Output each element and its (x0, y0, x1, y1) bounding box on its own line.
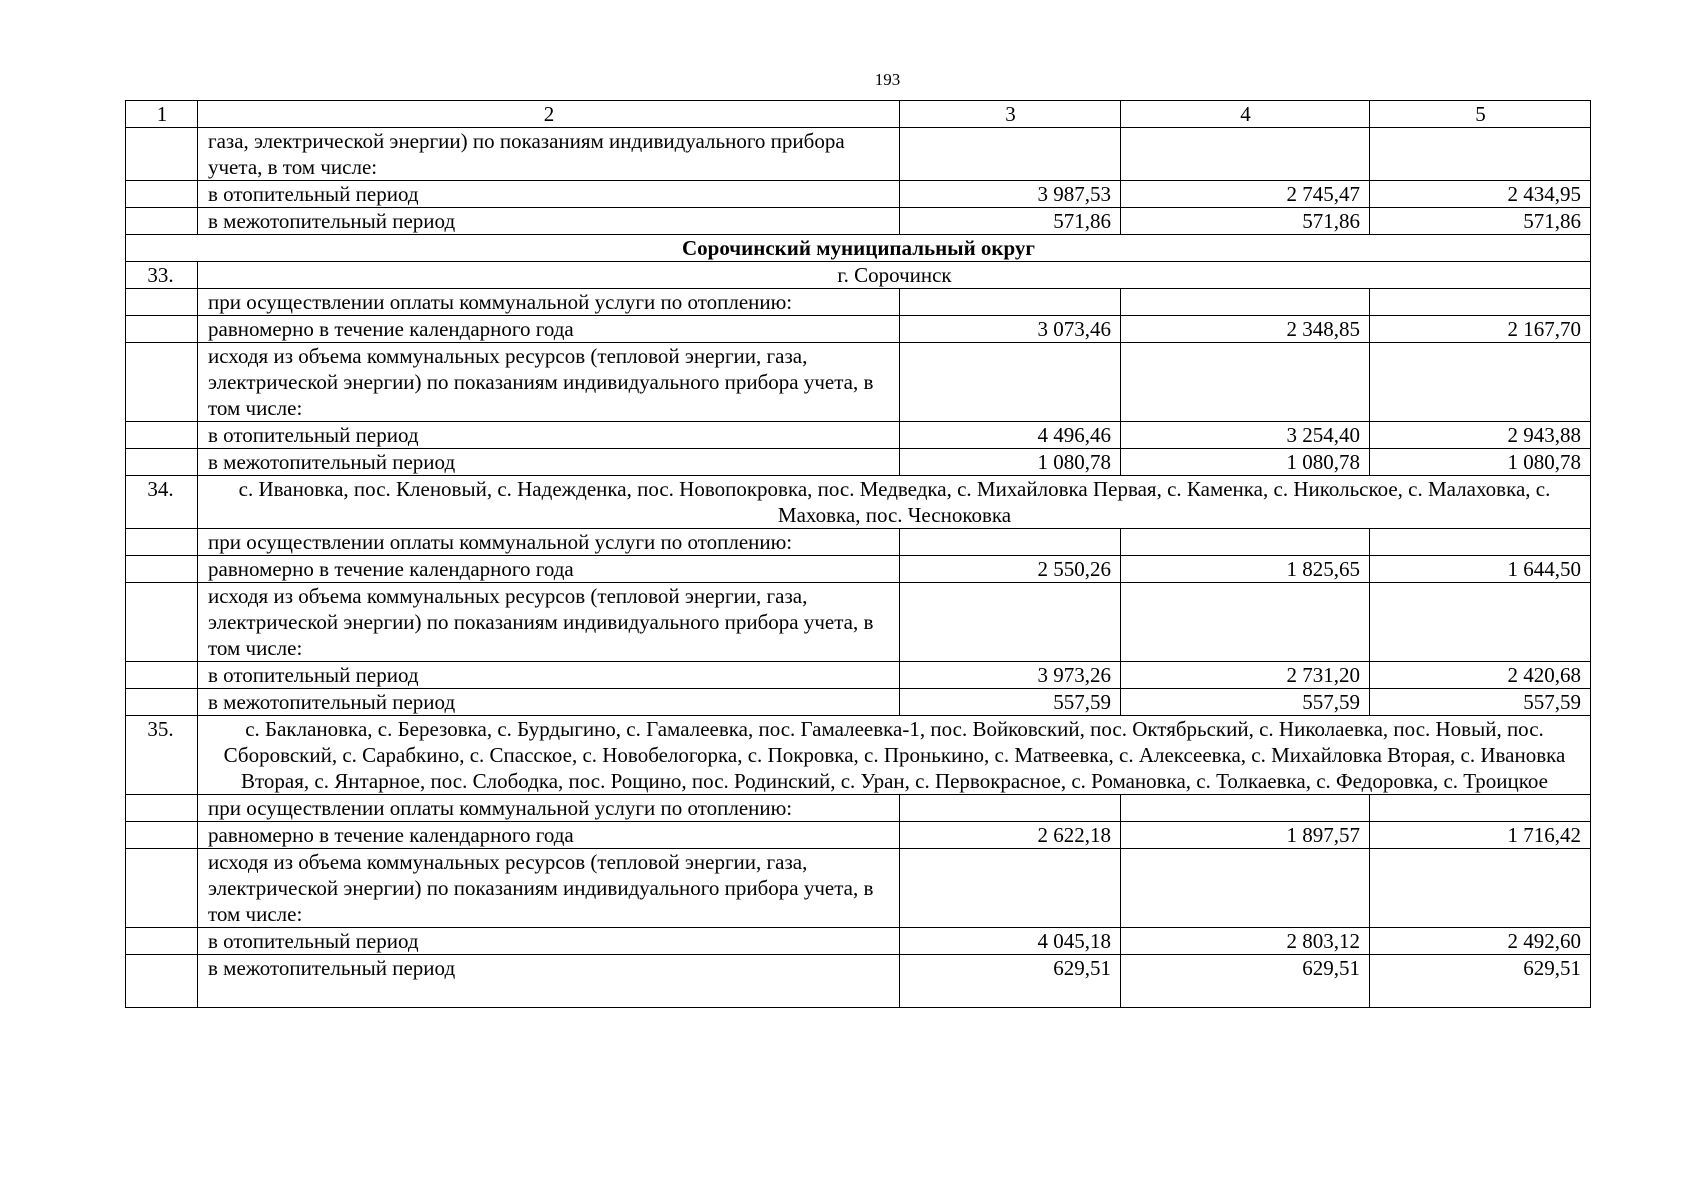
value-col-5: 571,86 (1370, 208, 1591, 235)
table-row (126, 208, 1591, 235)
value-col-5 (1370, 128, 1591, 181)
value-col-5 (1370, 583, 1591, 662)
row-number (126, 181, 198, 208)
value-col-4: 1 080,78 (1121, 449, 1370, 476)
section-row (126, 235, 1591, 262)
value-col-5: 557,59 (1370, 689, 1591, 716)
value-col-4: 3 254,40 (1121, 422, 1370, 449)
row-number (126, 289, 198, 316)
value-col-3: 557,59 (900, 689, 1121, 716)
row-number: 33. (126, 262, 198, 289)
row-label: в межотопительный период (198, 449, 900, 476)
table-row (126, 662, 1591, 689)
value-col-5 (1370, 343, 1591, 422)
value-col-4 (1121, 795, 1370, 822)
row-number (126, 128, 198, 181)
locality-row (126, 716, 1591, 795)
value-col-3 (900, 529, 1121, 556)
value-col-5 (1370, 795, 1591, 822)
value-col-4: 2 731,20 (1121, 662, 1370, 689)
row-label: равномерно в течение календарного года (198, 822, 900, 849)
value-col-5: 1 080,78 (1370, 449, 1591, 476)
value-col-4 (1121, 849, 1370, 928)
value-col-3: 1 080,78 (900, 449, 1121, 476)
row-label: исходя из объема коммунальных ресурсов (тепловой энергии, газа, электрической энергии) по показаниям индивидуального прибора учета, в том числе: (198, 583, 900, 662)
table-row (126, 181, 1591, 208)
table-row (126, 128, 1591, 181)
value-col-3 (900, 128, 1121, 181)
value-col-5: 629,51 (1370, 955, 1591, 1008)
value-col-4: 1 825,65 (1121, 556, 1370, 583)
row-label: при осуществлении оплаты коммунальной услуги по отоплению: (198, 289, 900, 316)
locality-name: с. Баклановка, с. Березовка, с. Бурдыгино, с. Гамалеевка, пос. Гамалеевка-1, пос. Войковский, пос. Октябрьский, с. Николаевка, пос. Новый, пос. Сборовский, с. Сарабкино, с. Спасское, с. Новобелогорка, с. Покровка, с. Пронькино, с. Матвеевка, с. Алексеевка, с. Михайловка Вторая, с. Ивановка Вторая, с. Янтарное, пос. Слободка, пос. Рощино, пос. Родинский, с. Уран, с. Первокрасное, с. Романовка, с. Толкаевка, с. Федоровка, с. Троицкое (198, 716, 1591, 795)
row-label: в отопительный период (198, 928, 900, 955)
row-label: равномерно в течение календарного года (198, 556, 900, 583)
value-col-4: 1 897,57 (1121, 822, 1370, 849)
row-label: в межотопительный период (198, 208, 900, 235)
table-row (126, 289, 1591, 316)
tariff-table (125, 100, 1591, 1008)
locality-name: г. Сорочинск (198, 262, 1591, 289)
column-header: 4 (1121, 101, 1370, 128)
value-col-3 (900, 583, 1121, 662)
section-title: Сорочинский муниципальный округ (126, 235, 1591, 262)
column-header: 5 (1370, 101, 1591, 128)
value-col-4 (1121, 529, 1370, 556)
value-col-4 (1121, 128, 1370, 181)
row-number (126, 928, 198, 955)
row-number (126, 795, 198, 822)
value-col-4: 557,59 (1121, 689, 1370, 716)
value-col-5 (1370, 289, 1591, 316)
value-col-5: 2 943,88 (1370, 422, 1591, 449)
value-col-3 (900, 795, 1121, 822)
column-header: 2 (198, 101, 900, 128)
value-col-3: 629,51 (900, 955, 1121, 1008)
table-row (126, 822, 1591, 849)
row-number: 35. (126, 716, 198, 795)
table-row (126, 795, 1591, 822)
table-row (126, 928, 1591, 955)
table-row (126, 529, 1591, 556)
value-col-4 (1121, 289, 1370, 316)
table-row (126, 689, 1591, 716)
row-number (126, 449, 198, 476)
value-col-3 (900, 343, 1121, 422)
row-label: исходя из объема коммунальных ресурсов (тепловой энергии, газа, электрической энергии) по показаниям индивидуального прибора учета, в том числе: (198, 343, 900, 422)
row-label: в межотопительный период (198, 689, 900, 716)
row-number (126, 662, 198, 689)
row-number (126, 955, 198, 1008)
locality-row (126, 262, 1591, 289)
value-col-5: 1 716,42 (1370, 822, 1591, 849)
value-col-3: 2 622,18 (900, 822, 1121, 849)
value-col-5 (1370, 529, 1591, 556)
table-row (126, 449, 1591, 476)
value-col-4: 571,86 (1121, 208, 1370, 235)
table-row (126, 955, 1591, 1008)
table-row (126, 556, 1591, 583)
value-col-3: 571,86 (900, 208, 1121, 235)
locality-row (126, 476, 1591, 529)
column-header: 1 (126, 101, 198, 128)
table-row (126, 422, 1591, 449)
locality-name: с. Ивановка, пос. Кленовый, с. Надежденка, пос. Новопокровка, пос. Медведка, с. Михайловка Первая, с. Каменка, с. Никольское, с. Малаховка, с. Маховка, пос. Чесноковка (198, 476, 1591, 529)
value-col-4 (1121, 343, 1370, 422)
row-number (126, 529, 198, 556)
value-col-3 (900, 849, 1121, 928)
value-col-4: 629,51 (1121, 955, 1370, 1008)
value-col-3: 4 045,18 (900, 928, 1121, 955)
row-number (126, 208, 198, 235)
value-col-3: 4 496,46 (900, 422, 1121, 449)
value-col-4: 2 348,85 (1121, 316, 1370, 343)
value-col-3: 3 073,46 (900, 316, 1121, 343)
table-row (126, 343, 1591, 422)
value-col-4: 2 803,12 (1121, 928, 1370, 955)
value-col-3: 3 973,26 (900, 662, 1121, 689)
value-col-3 (900, 289, 1121, 316)
table-row (126, 316, 1591, 343)
table-header-row (126, 101, 1591, 128)
row-label: при осуществлении оплаты коммунальной услуги по отоплению: (198, 795, 900, 822)
row-number (126, 849, 198, 928)
row-label: в отопительный период (198, 662, 900, 689)
row-number (126, 343, 198, 422)
value-col-4 (1121, 583, 1370, 662)
row-number (126, 316, 198, 343)
row-label: исходя из объема коммунальных ресурсов (тепловой энергии, газа, электрической энергии) по показаниям индивидуального прибора учета, в том числе: (198, 849, 900, 928)
row-label: при осуществлении оплаты коммунальной услуги по отоплению: (198, 529, 900, 556)
table-row (126, 849, 1591, 928)
row-number (126, 822, 198, 849)
row-number (126, 556, 198, 583)
page-number: 193 (874, 70, 901, 89)
row-label: в отопительный период (198, 181, 900, 208)
value-col-5: 2 434,95 (1370, 181, 1591, 208)
row-number: 34. (126, 476, 198, 529)
value-col-5: 2 167,70 (1370, 316, 1591, 343)
row-label: в межотопительный период (198, 955, 900, 1008)
value-col-5: 1 644,50 (1370, 556, 1591, 583)
row-number (126, 689, 198, 716)
table-row (126, 583, 1591, 662)
row-label: равномерно в течение календарного года (198, 316, 900, 343)
row-number (126, 583, 198, 662)
row-label: в отопительный период (198, 422, 900, 449)
value-col-5: 2 492,60 (1370, 928, 1591, 955)
row-label: газа, электрической энергии) по показаниям индивидуального прибора учета, в том числе: (198, 128, 900, 181)
row-number (126, 422, 198, 449)
value-col-3: 2 550,26 (900, 556, 1121, 583)
value-col-3: 3 987,53 (900, 181, 1121, 208)
value-col-5: 2 420,68 (1370, 662, 1591, 689)
value-col-4: 2 745,47 (1121, 181, 1370, 208)
column-header: 3 (900, 101, 1121, 128)
value-col-5 (1370, 849, 1591, 928)
